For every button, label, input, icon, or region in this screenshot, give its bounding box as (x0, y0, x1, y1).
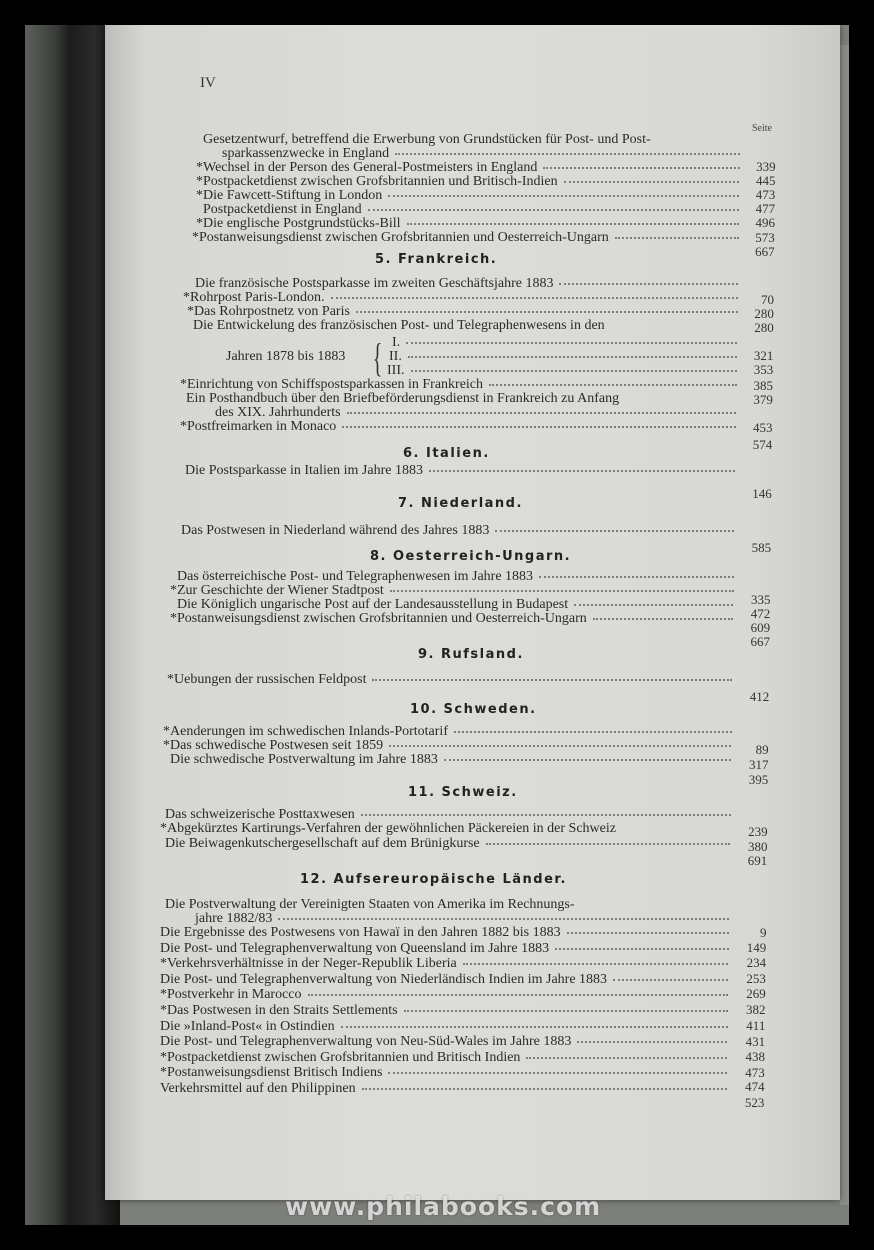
toc-entry-title: *Abgekürztes Kartirungs-Verfahren der gewöhnlichen Päckereien in der Schweiz (160, 821, 616, 836)
toc-entry-title: Verkehrsmittel auf den Philippinen (160, 1081, 356, 1096)
section-heading: 7. Niederland. (398, 496, 523, 511)
toc-entry-title: Die Post- und Telegraphenverwaltung von Queensland im Jahre 1883 (160, 941, 550, 956)
toc-entry-title: Die Ergebnisse des Postwesens von Hawaï in den Jahren 1882 bis 1883 (160, 925, 561, 940)
dot-leader (539, 575, 734, 578)
toc-entry (192, 231, 739, 244)
dot-leader (559, 282, 737, 285)
dot-leader (406, 341, 737, 344)
toc-entry (215, 406, 736, 419)
toc-entry-title: Die Königlich ungarische Post auf der Landesausstellung in Budapest (177, 597, 569, 612)
jahren-label: Jahren 1878 bis 1883 (226, 349, 346, 364)
toc-entry (160, 973, 728, 986)
toc-entry (163, 725, 732, 738)
dot-leader (429, 469, 735, 472)
toc-entry-title: Postpacketdienst in England (203, 202, 362, 217)
toc-entry (160, 1035, 727, 1048)
page-reference: 453 (753, 420, 773, 435)
toc-entry-title: I. (392, 335, 401, 350)
page-reference: 380 (747, 839, 768, 854)
toc-entry (195, 277, 738, 290)
toc-entry-title: Die Entwickelung des französischen Post- und Telegraphenwesens in den (193, 318, 605, 333)
page-reference: 239 (748, 824, 768, 839)
toc-entry-title: *Das Rohrpostnetz von Paris (187, 304, 350, 319)
page-reference: 667 (755, 244, 775, 259)
toc-entry (183, 291, 738, 304)
section-heading: 11. Schweiz. (408, 785, 518, 800)
toc-entry-title: Die französische Postsparkasse im zweiten Geschäftsjahre 1883 (195, 276, 554, 291)
toc-entry-title: Ein Posthandbuch über den Briefbeförderungsdienst in Frankreich zu Anfang (186, 391, 620, 406)
toc-entry (177, 598, 733, 611)
page-reference: 609 (750, 620, 771, 635)
dot-leader (526, 1056, 727, 1059)
toc-entry-title: Das österreichische Post- und Telegraphenwesen im Jahre 1883 (177, 569, 534, 584)
page-reference: 395 (748, 772, 769, 787)
toc-entry-title: jahre 1882/83 (195, 911, 273, 926)
toc-entry (193, 319, 737, 332)
toc-entry-title: Das Postwesen in Niederland während des Jahres 1883 (181, 523, 490, 538)
toc-entry-title: *Einrichtung von Schiffspostsparkassen in Frankreich (180, 377, 484, 392)
toc-entry (392, 336, 737, 349)
dot-leader (489, 383, 736, 386)
dot-leader (390, 589, 734, 592)
dot-leader (395, 152, 740, 155)
toc-entry-title: Die Post- und Telegraphenverwaltung von Niederländisch Indien im Jahre 1883 (160, 972, 608, 987)
toc-entry-title: *Postanweisungsdienst Britisch Indiens (160, 1065, 383, 1080)
page-reference: 89 (755, 742, 769, 757)
page-reference: 321 (753, 348, 774, 363)
toc-entry (170, 612, 733, 625)
dot-leader (278, 917, 729, 920)
dot-leader (555, 947, 729, 950)
toc-entry (181, 524, 734, 537)
toc-entry (160, 822, 730, 835)
page-reference: 280 (754, 320, 774, 335)
page-reference: 9 (759, 925, 767, 940)
page-reference: 339 (756, 159, 776, 174)
toc-entry (203, 133, 740, 146)
brace: { (372, 335, 383, 380)
toc-entry (170, 584, 734, 597)
seite-column-label: Seite (752, 123, 772, 134)
page-reference: 445 (755, 173, 776, 188)
dot-leader (564, 180, 740, 183)
toc-entry (180, 420, 736, 433)
dot-leader (341, 1025, 728, 1028)
page-reference: 585 (751, 540, 772, 555)
page-reference: 496 (755, 215, 775, 230)
page-reference: 411 (746, 1018, 766, 1033)
dot-leader (308, 993, 728, 996)
dot-leader (388, 1071, 726, 1074)
toc-entry (196, 217, 739, 230)
toc-entry-title: *Postanweisungsdienst zwischen Grofsbritannien und Oesterreich-Ungarn (192, 230, 609, 245)
toc-entry (180, 378, 737, 391)
toc-entry-title: *Die Fawcett-Stiftung in London (196, 188, 383, 203)
toc-entry-title: Die »Inland-Post« in Ostindien (160, 1019, 335, 1034)
toc-entry-title: III. (387, 363, 405, 378)
section-heading: 8. Oesterreich-Ungarn. (370, 549, 572, 564)
toc-entry-title: Die Post- und Telegraphenverwaltung von Neu-Süd-Wales im Jahre 1883 (160, 1034, 572, 1049)
toc-entry (160, 1066, 727, 1079)
page-reference: 317 (748, 757, 769, 772)
dot-leader (331, 296, 738, 299)
page-reference: 280 (754, 306, 774, 321)
toc-entry (160, 926, 729, 939)
dot-leader (368, 208, 739, 211)
toc-entry (187, 305, 738, 318)
page-reference: 438 (745, 1049, 765, 1064)
dot-leader (342, 425, 736, 428)
dot-leader (613, 978, 728, 981)
toc-entry-title: Die Postsparkasse in Italien im Jahre 1883 (185, 463, 423, 478)
page-reference: 667 (750, 634, 770, 649)
dot-leader (577, 1040, 727, 1043)
toc-entry-title: *Aenderungen im schwedischen Inlands-Portotarif (163, 724, 448, 739)
section-heading: 10. Schweden. (410, 702, 537, 717)
toc-entry (170, 753, 731, 766)
toc-entry-title: des XIX. Jahrhunderts (215, 405, 341, 420)
section-heading: 6. Italien. (403, 446, 490, 461)
toc-entry-title: *Postpacketdienst zwischen Grofsbritannien und Britisch-Indien (196, 174, 558, 189)
page-reference: 431 (745, 1034, 766, 1049)
toc-entry-title: *Uebungen der russischen Feldpost (167, 672, 367, 687)
page-reference: 70 (761, 292, 775, 307)
watermark: www.philabooks.com (285, 1192, 602, 1221)
page-reference: 382 (746, 1002, 766, 1017)
toc-entry (196, 175, 739, 188)
dot-leader (463, 962, 729, 965)
dot-leader (372, 678, 732, 681)
toc-entry-title: *Das Postwesen in den Straits Settlements (160, 1003, 398, 1018)
dot-leader (495, 529, 734, 532)
toc-entry-title: *Postpacketdienst zwischen Grofsbritannien und Britisch Indien (160, 1050, 521, 1065)
page-reference: 523 (744, 1095, 765, 1110)
dot-leader (444, 758, 731, 761)
dot-leader (361, 813, 731, 816)
toc-entry (203, 203, 739, 216)
page-reference: 474 (745, 1079, 765, 1094)
page-reference: 269 (746, 986, 766, 1001)
dot-leader (411, 369, 737, 372)
toc-entry-title: *Rohrpost Paris-London. (183, 290, 325, 305)
page-reference: 691 (747, 853, 768, 868)
toc-entry (186, 392, 736, 405)
dot-leader (567, 931, 729, 934)
toc-entry-title: Die Beiwagenkutschergesellschaft auf dem Brünigkurse (165, 836, 480, 851)
toc-entry-title: Die Postverwaltung der Vereinigten Staaten von Amerika im Rechnungs- (165, 897, 575, 912)
toc-entry (185, 464, 735, 477)
page-reference: 253 (746, 971, 766, 986)
toc-entry-title: *Die englische Postgrundstücks-Bill (196, 216, 401, 231)
toc-entry-title: *Zur Geschichte der Wiener Stadtpost (170, 583, 384, 598)
page-reference: 473 (755, 187, 776, 202)
toc-entry-title: II. (389, 349, 402, 364)
page-edge (840, 45, 849, 1205)
dot-leader (407, 222, 739, 225)
toc-entry (167, 673, 732, 686)
page-reference: 353 (753, 362, 774, 377)
dot-leader (404, 1009, 728, 1012)
page-reference: 412 (749, 689, 770, 704)
toc-entry (387, 364, 737, 377)
toc-entry-title: *Verkehrsverhältnisse in der Neger-Republik Liberia (160, 956, 457, 971)
section-heading: 5. Frankreich. (375, 252, 498, 267)
dot-leader (543, 166, 739, 169)
toc-entry (222, 147, 740, 160)
section-heading: 12. Aufsereuropäische Länder. (300, 872, 567, 887)
toc-entry (163, 739, 731, 752)
toc-entry (196, 161, 740, 174)
dot-leader (356, 310, 738, 313)
toc-entry (165, 898, 729, 911)
toc-entry (160, 942, 729, 955)
toc-entry (165, 808, 731, 821)
dot-leader (408, 355, 737, 358)
toc-entry (177, 570, 734, 583)
toc-entry-title: Gesetzentwurf, betreffend die Erwerbung von Grundstücken für Post- und Post- (203, 132, 651, 147)
page-reference: 379 (753, 392, 773, 407)
toc-entry-title: *Postverkehr in Marocco (160, 987, 302, 1002)
section-heading: 9. Rufsland. (418, 647, 524, 662)
toc-entry (160, 1004, 728, 1017)
page-reference: 573 (755, 230, 775, 245)
toc-entry (196, 189, 739, 202)
toc-entry (389, 350, 737, 363)
page-reference: 146 (752, 486, 772, 501)
toc-entry (160, 1051, 727, 1064)
page-reference: 149 (746, 940, 767, 955)
toc-entry (195, 912, 729, 925)
page-reference: 472 (750, 606, 771, 621)
dot-leader (615, 236, 739, 239)
page-reference: 477 (755, 201, 776, 216)
dot-leader (454, 730, 732, 733)
toc-entry-title: *Postfreimarken in Monaco (180, 419, 337, 434)
page-reference: 335 (750, 592, 771, 607)
toc-entry-title: Die schwedische Postverwaltung im Jahre 1883 (170, 752, 438, 767)
toc-entry (165, 837, 730, 850)
page-number: IV (200, 75, 216, 91)
dot-leader (593, 617, 733, 620)
toc-entry-title: sparkassenzwecke in England (222, 146, 390, 161)
toc-entry (160, 988, 728, 1001)
dot-leader (388, 194, 739, 197)
dot-leader (362, 1087, 727, 1090)
toc-entry (160, 1020, 728, 1033)
toc-entry-title: *Wechsel in der Person des General-Postmeisters in England (196, 160, 538, 175)
toc-entry-title: Das schweizerische Posttaxwesen (165, 807, 355, 822)
dot-leader (389, 744, 731, 747)
page-reference: 385 (753, 378, 773, 393)
dot-leader (486, 842, 730, 845)
dot-leader (347, 411, 737, 414)
toc-entry (160, 1082, 727, 1095)
page-reference: 574 (752, 437, 773, 452)
toc-entry (160, 957, 728, 970)
page-reference: 234 (746, 955, 767, 970)
dot-leader (574, 603, 733, 606)
toc-entry-title: *Das schwedische Postwesen seit 1859 (163, 738, 384, 753)
toc-entry-title: *Postanweisungsdienst zwischen Grofsbritannien und Oesterreich-Ungarn (170, 611, 587, 626)
page-reference: 473 (745, 1065, 765, 1080)
